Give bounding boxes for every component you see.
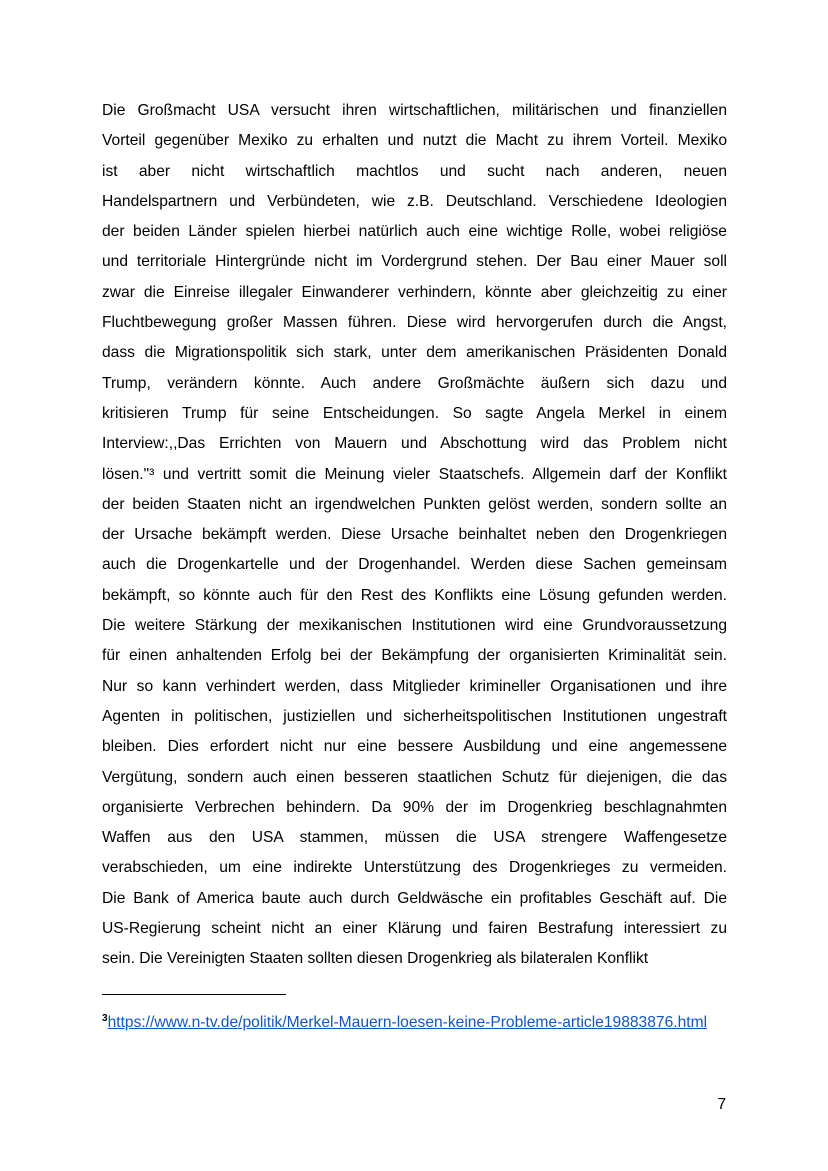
text-line: der Ursache bekämpft werden. Diese Ursache beinhaltet neben den Drogenkriegen bbox=[102, 526, 727, 544]
text-line: lösen."³ und vertritt somit die Meinung vieler Staatschefs. Allgemein darf der Konflikt bbox=[102, 465, 727, 483]
text-line: sein. Die Vereinigten Staaten sollten diesen Drogenkrieg als bilateralen Konflikt bbox=[102, 950, 649, 968]
text-line: Agenten in politischen, justiziellen und sicherheitspolitischen Institutionen ungestraft bbox=[102, 707, 727, 725]
text-line: der beiden Länder spielen hierbei natürlich auch eine wichtige Rolle, wobei religiöse bbox=[102, 223, 727, 241]
text-line: Waffen aus den USA stammen, müssen die USA strengere Waffengesetze bbox=[102, 829, 727, 847]
text-line: Die Großmacht USA versucht ihren wirtschaftlichen, militärischen und finanziellen bbox=[102, 102, 727, 119]
text-line: Die Bank of America baute auch durch Geldwäsche ein profitables Geschäft auf. Die bbox=[102, 889, 727, 907]
text-line: bleiben. Dies erfordert nicht nur eine bessere Ausbildung und eine angemessene bbox=[102, 738, 727, 756]
footnote-divider bbox=[102, 994, 286, 995]
text-line: kritisieren Trump für seine Entscheidungen. So sagte Angela Merkel in einem bbox=[102, 404, 727, 422]
footnote bbox=[102, 1009, 732, 1037]
text-line: auch die Drogenkartelle und der Drogenhandel. Werden diese Sachen gemeinsam bbox=[102, 556, 727, 574]
text-line: US-Regierung scheint nicht an einer Klärung und fairen Bestrafung interessiert zu bbox=[102, 920, 727, 938]
text-line: Vergütung, sondern auch einen besseren staatlichen Schutz für diejenigen, die das bbox=[102, 768, 727, 786]
page-number: 7 bbox=[717, 1096, 726, 1113]
text-line: organisierte Verbrechen behindern. Da 90% der im Drogenkrieg beschlagnahmten bbox=[102, 798, 727, 816]
text-line: Trump, verändern könnte. Auch andere Großmächte äußern sich dazu und bbox=[102, 374, 727, 392]
text-line: ist aber nicht wirtschaftlich machtlos und sucht nach anderen, neuen bbox=[102, 162, 727, 180]
body-text bbox=[102, 96, 727, 975]
text-line: Interview:,,Das Errichten von Mauern und Abschottung wird das Problem nicht bbox=[102, 435, 727, 453]
text-line: zwar die Einreise illegaler Einwanderer verhindern, könnte aber gleichzeitig zu einer bbox=[102, 283, 727, 301]
text-line: Fluchtbewegung großer Massen führen. Diese wird hervorgerufen durch die Angst, bbox=[102, 314, 727, 332]
text-line: verabschieden, um eine indirekte Unterstützung des Drogenkrieges zu vermeiden. bbox=[102, 859, 727, 877]
text-line: Die weitere Stärkung der mexikanischen Institutionen wird eine Grundvoraussetzung bbox=[102, 617, 727, 635]
footnote-marker: 3 bbox=[102, 1012, 108, 1024]
text-line: und territoriale Hintergründe nicht im Vordergrund stehen. Der Bau einer Mauer soll bbox=[102, 253, 727, 271]
text-line: Handelspartnern und Verbündeten, wie z.B. Deutschland. Verschiedene Ideologien bbox=[102, 192, 727, 210]
text-line: der beiden Staaten nicht an irgendwelchen Punkten gelöst werden, sondern sollte an bbox=[102, 495, 727, 513]
footnote-link[interactable]: https://www.n-tv.de/politik/Merkel-Mauern-loesen-keine-Probleme-article19883876.html bbox=[107, 1014, 708, 1031]
text-line: dass die Migrationspolitik sich stark, unter dem amerikanischen Präsidenten Donald bbox=[102, 344, 727, 362]
text-line: für einen anhaltenden Erfolg bei der Bekämpfung der organisierten Kriminalität sein. bbox=[102, 647, 727, 665]
text-line: Vorteil gegenüber Mexiko zu erhalten und nutzt die Macht zu ihrem Vorteil. Mexiko bbox=[102, 132, 727, 150]
text-line: bekämpft, so könnte auch für den Rest des Konflikts eine Lösung gefunden werden. bbox=[102, 586, 727, 604]
text-line: Nur so kann verhindert werden, dass Mitglieder krimineller Organisationen und ihre bbox=[102, 677, 727, 695]
